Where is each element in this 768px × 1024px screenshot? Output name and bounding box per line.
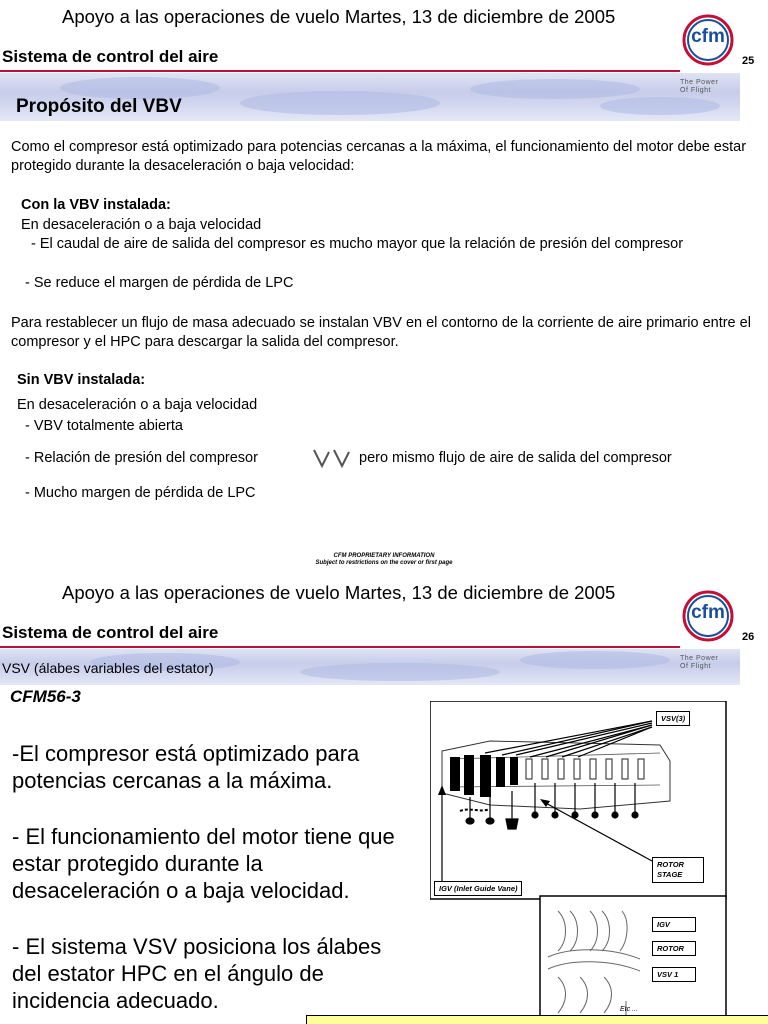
body-paragraph: - El funcionamiento del motor tiene que estar protegido durante la desaceleración o a baja velocidad. bbox=[12, 824, 395, 903]
tagline bbox=[680, 655, 718, 671]
logo-text: cfm bbox=[691, 602, 725, 623]
tagline bbox=[680, 79, 718, 95]
without-vbv-bullet: - VBV totalmente abierta bbox=[25, 418, 183, 434]
without-vbv-bullet: - Relación de presión del compresor bbox=[25, 450, 258, 466]
down-arrows-icon bbox=[310, 446, 354, 475]
slide-subtitle: VSV (álabes variables del estator) bbox=[2, 660, 214, 676]
body-paragraph: - El sistema VSV posiciona los álabes del estator HPC en el ángulo de incidencia adecuado. bbox=[12, 934, 382, 1013]
proprietary-footer bbox=[0, 553, 768, 567]
rotor-stage-label: ROTOR STAGE bbox=[652, 857, 704, 883]
header-rule bbox=[0, 70, 680, 72]
igv-caption-text: IGV (Inlet Guide Vane) bbox=[439, 884, 518, 893]
tagline-line: The Power bbox=[680, 655, 719, 662]
section-title: Sistema de control del aire bbox=[2, 47, 219, 66]
engine-model: CFM56-3 bbox=[10, 687, 81, 706]
body-paragraph: -El compresor está optimizado para potencias cercanas a la máxima. bbox=[12, 741, 360, 793]
vsv1-label: VSV 1 bbox=[652, 967, 696, 982]
rotor-label: ROTOR bbox=[652, 941, 696, 956]
slide-header-date: Apoyo a las operaciones de vuelo Martes, 13 de diciembre de 2005 bbox=[62, 6, 616, 27]
logo-text: cfm bbox=[691, 26, 725, 47]
cfm-logo bbox=[680, 588, 736, 644]
footer-line: CFM PROPRIETARY INFORMATION bbox=[333, 553, 435, 559]
slide-title: Propósito del VBV bbox=[16, 96, 182, 117]
igv-caption bbox=[434, 881, 522, 896]
header-rule bbox=[0, 646, 680, 648]
page-number: 26 bbox=[742, 631, 755, 643]
without-vbv-bullet-cont: pero mismo flujo de aire de salida del compresor bbox=[359, 450, 672, 466]
page-number: 25 bbox=[742, 55, 755, 67]
with-vbv-heading: Con la VBV instalada: bbox=[21, 197, 171, 213]
note-highlight-box bbox=[306, 1015, 768, 1024]
etc-label: Etc ... bbox=[620, 1006, 638, 1013]
footer-line: Subject to restrictions on the cover or first page bbox=[315, 560, 453, 566]
with-vbv-line: En desaceleración o a baja velocidad bbox=[21, 217, 262, 233]
without-vbv-line: En desaceleración o a baja velocidad bbox=[17, 397, 258, 413]
tagline-line: The Power bbox=[680, 79, 719, 86]
slide-header-date: Apoyo a las operaciones de vuelo Martes, 13 de diciembre de 2005 bbox=[62, 582, 616, 603]
restore-paragraph: Para restablecer un flujo de masa adecuado se instalan VBV en el contorno de la corriente de aire primario entre el compresor y el HPC para descargar la salida del compresor. bbox=[11, 315, 751, 350]
without-vbv-heading: Sin VBV instalada: bbox=[17, 372, 146, 388]
intro-paragraph: Como el compresor está optimizado para potencias cercanas a la máxima, el funcionamiento del motor debe estar protegido durante la desaceleración o baja velocidad: bbox=[11, 139, 747, 174]
tagline-line: Of Flight bbox=[680, 87, 711, 94]
tagline-line: Of Flight bbox=[680, 663, 711, 670]
slide-26 bbox=[0, 575, 768, 1024]
igv-label: IGV bbox=[652, 917, 696, 932]
without-vbv-bullet: - Mucho margen de pérdida de LPC bbox=[25, 485, 256, 501]
vsv-diagram bbox=[430, 701, 730, 1024]
with-vbv-bullet: - El caudal de aire de salida del compresor es mucho mayor que la relación de presión del compresor bbox=[31, 236, 684, 252]
vsv3-label: VSV(3) bbox=[656, 711, 690, 726]
cfm-logo bbox=[680, 12, 736, 68]
section-title: Sistema de control del aire bbox=[2, 623, 219, 642]
with-vbv-bullet: - Se reduce el margen de pérdida de LPC bbox=[25, 275, 294, 291]
